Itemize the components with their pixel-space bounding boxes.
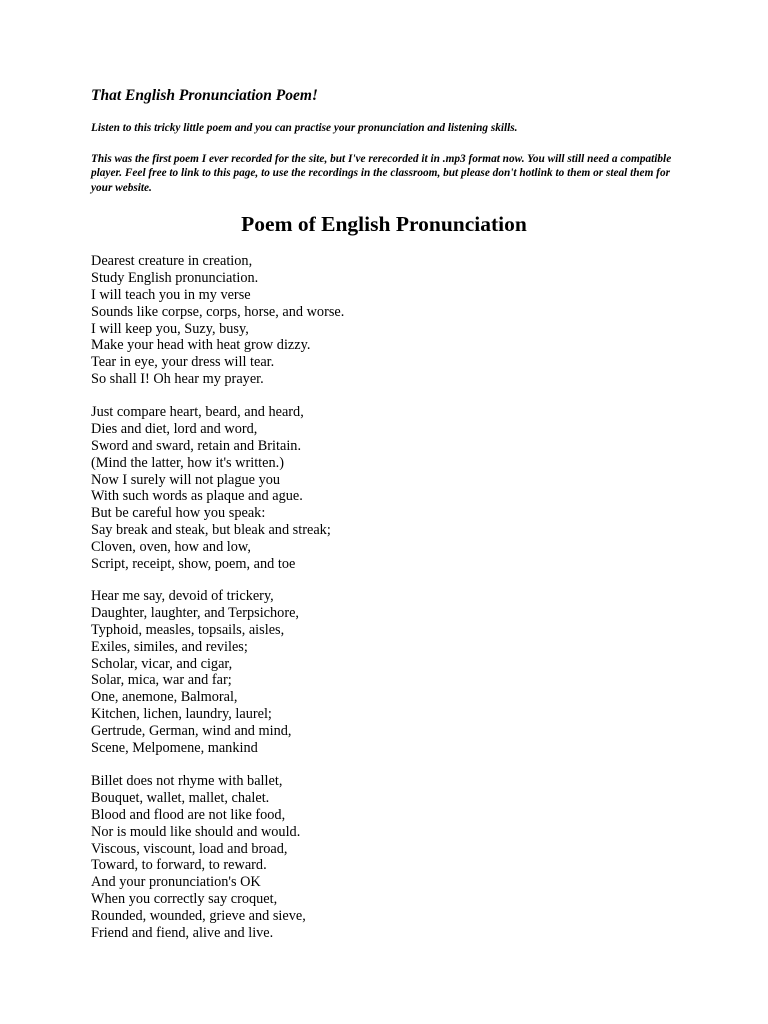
poem-line: Exiles, similes, and reviles; bbox=[91, 638, 248, 655]
poem-line: Billet does not rhyme with ballet, bbox=[91, 773, 283, 789]
poem-line: Say break and steak, but bleak and streak; bbox=[91, 522, 331, 539]
intro-paragraph-recording-note: This was the first poem I ever recorded for the site, but I've rerecorded it in .mp3 format now. You will still need a compatible player. Feel free to link to this page, to use the recordings in the classroom, but please don't hotlink to them or steal them for your website. bbox=[91, 153, 672, 194]
poem-line: Scene, Melpomene, mankind bbox=[91, 740, 258, 757]
poem-line: With such words as plaque and ague. bbox=[91, 488, 303, 505]
poem-line: Daughter, laughter, and Terpsichore, bbox=[91, 604, 299, 621]
poem-line: Hear me say, devoid of trickery, bbox=[91, 588, 274, 604]
poem-line: I will keep you, Suzy, busy, bbox=[91, 320, 249, 337]
intro-paragraph-listen: Listen to this tricky little poem and you can practise your pronunciation and listening skills. bbox=[91, 122, 518, 134]
poem-line: Rounded, wounded, grieve and sieve, bbox=[91, 908, 306, 925]
document-title: That English Pronunciation Poem! bbox=[91, 87, 318, 104]
poem-title: Poem of English Pronunciation bbox=[241, 212, 527, 236]
poem-line: But be careful how you speak: bbox=[91, 505, 266, 522]
poem-line: Toward, to forward, to reward. bbox=[91, 857, 267, 874]
poem-line: Scholar, vicar, and cigar, bbox=[91, 655, 233, 672]
poem-line: I will teach you in my verse bbox=[91, 286, 251, 303]
poem-line: Nor is mould like should and would. bbox=[91, 823, 301, 840]
poem-stanza-2 bbox=[91, 404, 331, 573]
poem-line: Gertrude, German, wind and mind, bbox=[91, 723, 292, 740]
poem-line: Friend and fiend, alive and live. bbox=[91, 925, 274, 942]
poem-line: Tear in eye, your dress will tear. bbox=[91, 354, 275, 371]
poem-line: Study English pronunciation. bbox=[91, 269, 259, 286]
poem-line: Sounds like corpse, corps, horse, and worse. bbox=[91, 303, 345, 320]
poem-line: Sword and sward, retain and Britain. bbox=[91, 437, 302, 454]
poem-stanza-3 bbox=[91, 588, 299, 757]
poem-line: And your pronunciation's OK bbox=[91, 874, 261, 891]
poem-line: Kitchen, lichen, laundry, laurel; bbox=[91, 706, 272, 723]
poem-line: Bouquet, wallet, mallet, chalet. bbox=[91, 789, 270, 806]
poem-line: Make your head with heat grow dizzy. bbox=[91, 337, 311, 354]
poem-line: Dearest creature in creation, bbox=[91, 253, 253, 269]
poem-line: One, anemone, Balmoral, bbox=[91, 689, 238, 706]
poem-line: Typhoid, measles, topsails, aisles, bbox=[91, 621, 285, 638]
poem-line: (Mind the latter, how it's written.) bbox=[91, 454, 284, 471]
poem-stanza-1 bbox=[91, 253, 344, 388]
poem-line: So shall I! Oh hear my prayer. bbox=[91, 371, 264, 388]
poem-stanza-4 bbox=[91, 773, 306, 942]
poem-line: Solar, mica, war and far; bbox=[91, 672, 232, 689]
poem-line: When you correctly say croquet, bbox=[91, 891, 278, 908]
poem-line: Blood and flood are not like food, bbox=[91, 806, 286, 823]
poem-line: Script, receipt, show, poem, and toe bbox=[91, 556, 296, 573]
poem-line: Dies and diet, lord and word, bbox=[91, 420, 258, 437]
poem-line: Just compare heart, beard, and heard, bbox=[91, 404, 304, 420]
poem-line: Cloven, oven, how and low, bbox=[91, 539, 251, 556]
poem-line: Viscous, viscount, load and broad, bbox=[91, 840, 288, 857]
poem-line: Now I surely will not plague you bbox=[91, 471, 281, 488]
